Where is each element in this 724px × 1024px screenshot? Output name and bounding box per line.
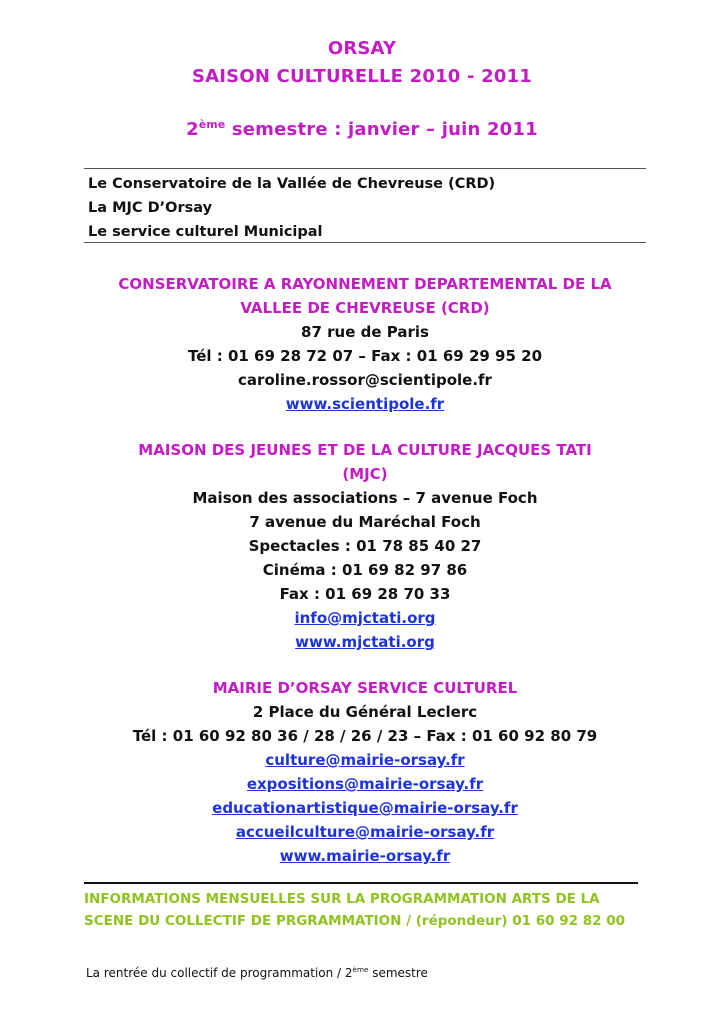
mairie-website-link[interactable]: www.mairie-orsay.fr <box>279 847 451 865</box>
mjc-fax: Fax : 01 69 28 70 33 <box>279 585 451 603</box>
mairie-expositions-email-link[interactable]: expositions@mairie-orsay.fr <box>246 775 484 793</box>
info-line1: INFORMATIONS MENSUELLES SUR LA PROGRAMMATION ARTS DE LA <box>84 891 600 907</box>
crd-name-line2: VALLEE DE CHEVREUSE (CRD) <box>240 299 490 317</box>
mjc-email-link[interactable]: info@mjctati.org <box>294 609 436 627</box>
partner-item: La MJC D’Orsay <box>88 200 213 216</box>
mjc-cinema: Cinéma : 01 69 82 97 86 <box>262 561 468 579</box>
partner-item: Le Conservatoire de la Vallée de Chevreuse (CRD) <box>88 176 496 192</box>
mairie-phone: Tél : 01 60 92 80 36 / 28 / 26 / 23 – Fax : 01 60 92 80 79 <box>132 727 598 745</box>
divider-top <box>84 168 646 169</box>
mairie-education-email-link[interactable]: educationartistique@mairie-orsay.fr <box>212 799 518 817</box>
mairie-address: 2 Place du Général Leclerc <box>252 703 478 721</box>
mjc-address1: Maison des associations – 7 avenue Foch <box>192 489 538 507</box>
doc-title-semester: 2ème semestre : janvier – juin 2011 <box>186 118 538 140</box>
mjc-section <box>84 438 646 654</box>
mairie-accueil-email-link[interactable]: accueilculture@mairie-orsay.fr <box>235 823 495 841</box>
mjc-spectacles: Spectacles : 01 78 85 40 27 <box>248 537 482 555</box>
crd-website-link[interactable]: www.scientipole.fr <box>285 395 445 413</box>
mairie-section <box>84 676 646 868</box>
mjc-website-link[interactable]: www.mjctati.org <box>295 633 435 651</box>
crd-name-line1: CONSERVATOIRE A RAYONNEMENT DEPARTEMENTAL DE LA <box>118 275 612 293</box>
info-line2: SCENE DU COLLECTIF DE PRGRAMMATION / (répondeur) 01 60 92 82 00 <box>84 913 625 929</box>
mjc-address2: 7 avenue du Maréchal Foch <box>249 513 481 531</box>
partner-item: Le service culturel Municipal <box>88 224 323 240</box>
mairie-culture-email-link[interactable]: culture@mairie-orsay.fr <box>265 751 465 769</box>
info-block <box>84 888 646 932</box>
info-divider <box>84 882 638 884</box>
crd-email: caroline.rossor@scientipole.fr <box>238 371 492 389</box>
crd-section <box>84 272 646 416</box>
mjc-name-line1: MAISON DES JEUNES ET DE LA CULTURE JACQUES TATI <box>138 441 592 459</box>
page-footer: La rentrée du collectif de programmation / 2ème semestre <box>86 965 428 980</box>
doc-title-season: SAISON CULTURELLE 2010 - 2011 <box>191 66 533 87</box>
divider-bottom <box>84 242 646 243</box>
doc-title-city: ORSAY <box>327 38 397 59</box>
partners-list <box>88 172 495 244</box>
mairie-name: MAIRIE D’ORSAY SERVICE CULTUREL <box>212 679 518 697</box>
mjc-name-line2: (MJC) <box>342 465 388 483</box>
crd-phone: Tél : 01 69 28 72 07 – Fax : 01 69 29 95 20 <box>187 347 543 365</box>
crd-address: 87 rue de Paris <box>301 323 429 341</box>
